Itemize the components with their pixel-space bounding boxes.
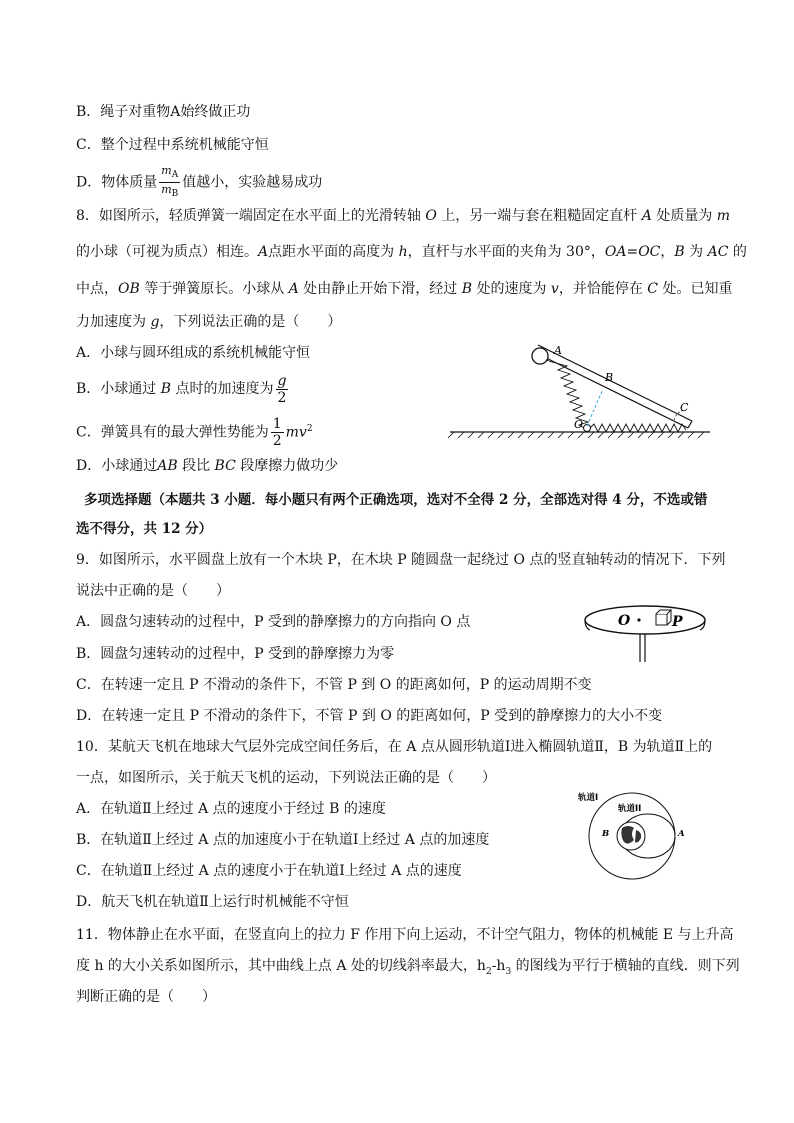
q9-option-b: B．圆盘匀速转动的过程中，P 受到的静摩擦力为零 (76, 646, 395, 662)
label-b: B (605, 371, 614, 384)
section-header-line-1: 多项选择题（本题共 3 小题．每小题只有两个正确选项，选对不全得 2 分，全部选对得 4 分，不选或错 (84, 492, 708, 508)
mass-ratio-fraction: $\frac{m_A}{m_B}$ (161, 164, 179, 200)
label-o: O (618, 613, 631, 629)
q7-option-d (76, 164, 322, 201)
q8-option-a: A．小球与圆环组成的系统机械能守恒 (76, 345, 311, 361)
q8-stem-line-4: 力加速度为 g，下列说法正确的是（ ） (76, 314, 342, 330)
q10-option-b: B．在轨道Ⅱ上经过 A 点的加速度小于在轨道Ⅰ上经过 A 点的加速度 (76, 832, 490, 848)
label-orbit-2: 轨道II (618, 804, 642, 814)
ball (532, 348, 548, 364)
label-a: A (554, 344, 562, 357)
q9-option-a: A．圆盘匀速转动的过程中，P 受到的静摩擦力的方向指向 O 点 (76, 614, 471, 630)
one-half-fraction: $\frac{1}{2}$ (272, 416, 282, 450)
q8-stem-line-2: 的小球（可视为质点）相连。A点距水平面的高度为 h，直杆与水平面的夹角为 30°，OA=OC，B 为 AC 的 (76, 244, 747, 260)
label-c: C (680, 401, 689, 414)
g-over-2-fraction: $\frac{g}{2}$ (277, 372, 287, 406)
section-header-line-2: 选不得分，共 12 分） (76, 521, 213, 537)
q9-option-d: D．在转速一定且 P 不滑动的条件下，不管 P 到 O 的距离如何，P 受到的静摩擦力的大小不变 (76, 708, 663, 724)
label-b: B (602, 829, 610, 839)
q7-option-d-prefix: D．物体质量 (76, 174, 158, 191)
center-dot (637, 618, 640, 621)
spring-oc (590, 424, 686, 432)
q10-stem-line-1: 10．某航天飞机在地球大气层外完成空间任务后，在 A 点从圆形轨道Ⅰ进入椭圆轨道Ⅱ，B 为轨道Ⅱ上的 (76, 739, 713, 755)
label-o: O (574, 418, 584, 431)
label-a: A (678, 829, 685, 839)
q9-stem-line-2: 说法中正确的是（ ） (76, 583, 230, 599)
label-p: P (672, 614, 683, 630)
q9-disk-figure (582, 600, 712, 664)
q8-option-b: B．小球通过 B 点时的加速度为 $\frac{g}{2}$ (76, 372, 287, 406)
q8-stem-line-3: 中点，OB 等于弹簧原长。小球从 A 处由静止开始下滑，经过 B 处的速度为 v，并恰能停在 C 处。已知重 (76, 281, 733, 297)
disk (585, 606, 705, 634)
earth-icon (617, 822, 645, 850)
q10-option-a: A．在轨道Ⅱ上经过 A 点的速度小于经过 B 的速度 (76, 801, 386, 817)
q11-stem-line-1: 11．物体静止在水平面，在竖直向上的拉力 F 作用下向上运动，不计空气阻力，物体的机械能 E 与上升高 (76, 927, 734, 943)
dashed-ob (587, 389, 603, 426)
ground-hatch (448, 432, 704, 438)
q10-stem-line-2: 一点，如图所示，关于航天飞机的运动，下列说法正确的是（ ） (76, 770, 496, 786)
q10-option-d: D．航天飞机在轨道Ⅱ上运行时机械能不守恒 (76, 894, 349, 910)
q7-option-c: C．整个过程中系统机械能守恒 (76, 137, 269, 153)
label-orbit-1: 轨道I (578, 793, 599, 803)
q9-stem-line-1: 9．如图所示，水平圆盘上放有一个木块 P，在木块 P 随圆盘一起绕过 O 点的竖直轴转动的情况下．下列 (76, 552, 726, 568)
q9-option-c: C．在转速一定且 P 不滑动的条件下，不管 P 到 O 的距离如何，P 的运动周期不变 (76, 677, 592, 693)
q11-stem-line-3: 判断正确的是（ ） (76, 989, 216, 1005)
q8-stem-line-1: 8．如图所示，轻质弹簧一端固定在水平面上的光滑转轴 O 上，另一端与套在粗糙固定直杆 A 处质量为 m (76, 208, 731, 224)
q8-incline-figure (448, 340, 713, 440)
q10-orbit-figure (572, 786, 696, 886)
q7-option-d-suffix: 值越小，实验越易成功 (182, 174, 323, 191)
q7-option-b: B．绳子对重物A始终做正功 (76, 104, 251, 120)
q8-option-c: C．弹簧具有的最大弹性势能为 $\frac{1}{2}$ $mv^2$ (76, 416, 313, 450)
q11-stem-line-2: 度 h 的大小关系如图所示，其中曲线上点 A 处的切线斜率最大，$h_2-h_3$ 的图线为平行于横轴的直线．则下列 (76, 958, 740, 977)
q8-option-d: D．小球通过AB 段比 BC 段摩擦力做功少 (76, 458, 339, 474)
q10-option-c: C．在轨道Ⅱ上经过 A 点的速度小于在轨道Ⅰ上经过 A 点的速度 (76, 863, 462, 879)
inclined-rod (534, 345, 692, 428)
